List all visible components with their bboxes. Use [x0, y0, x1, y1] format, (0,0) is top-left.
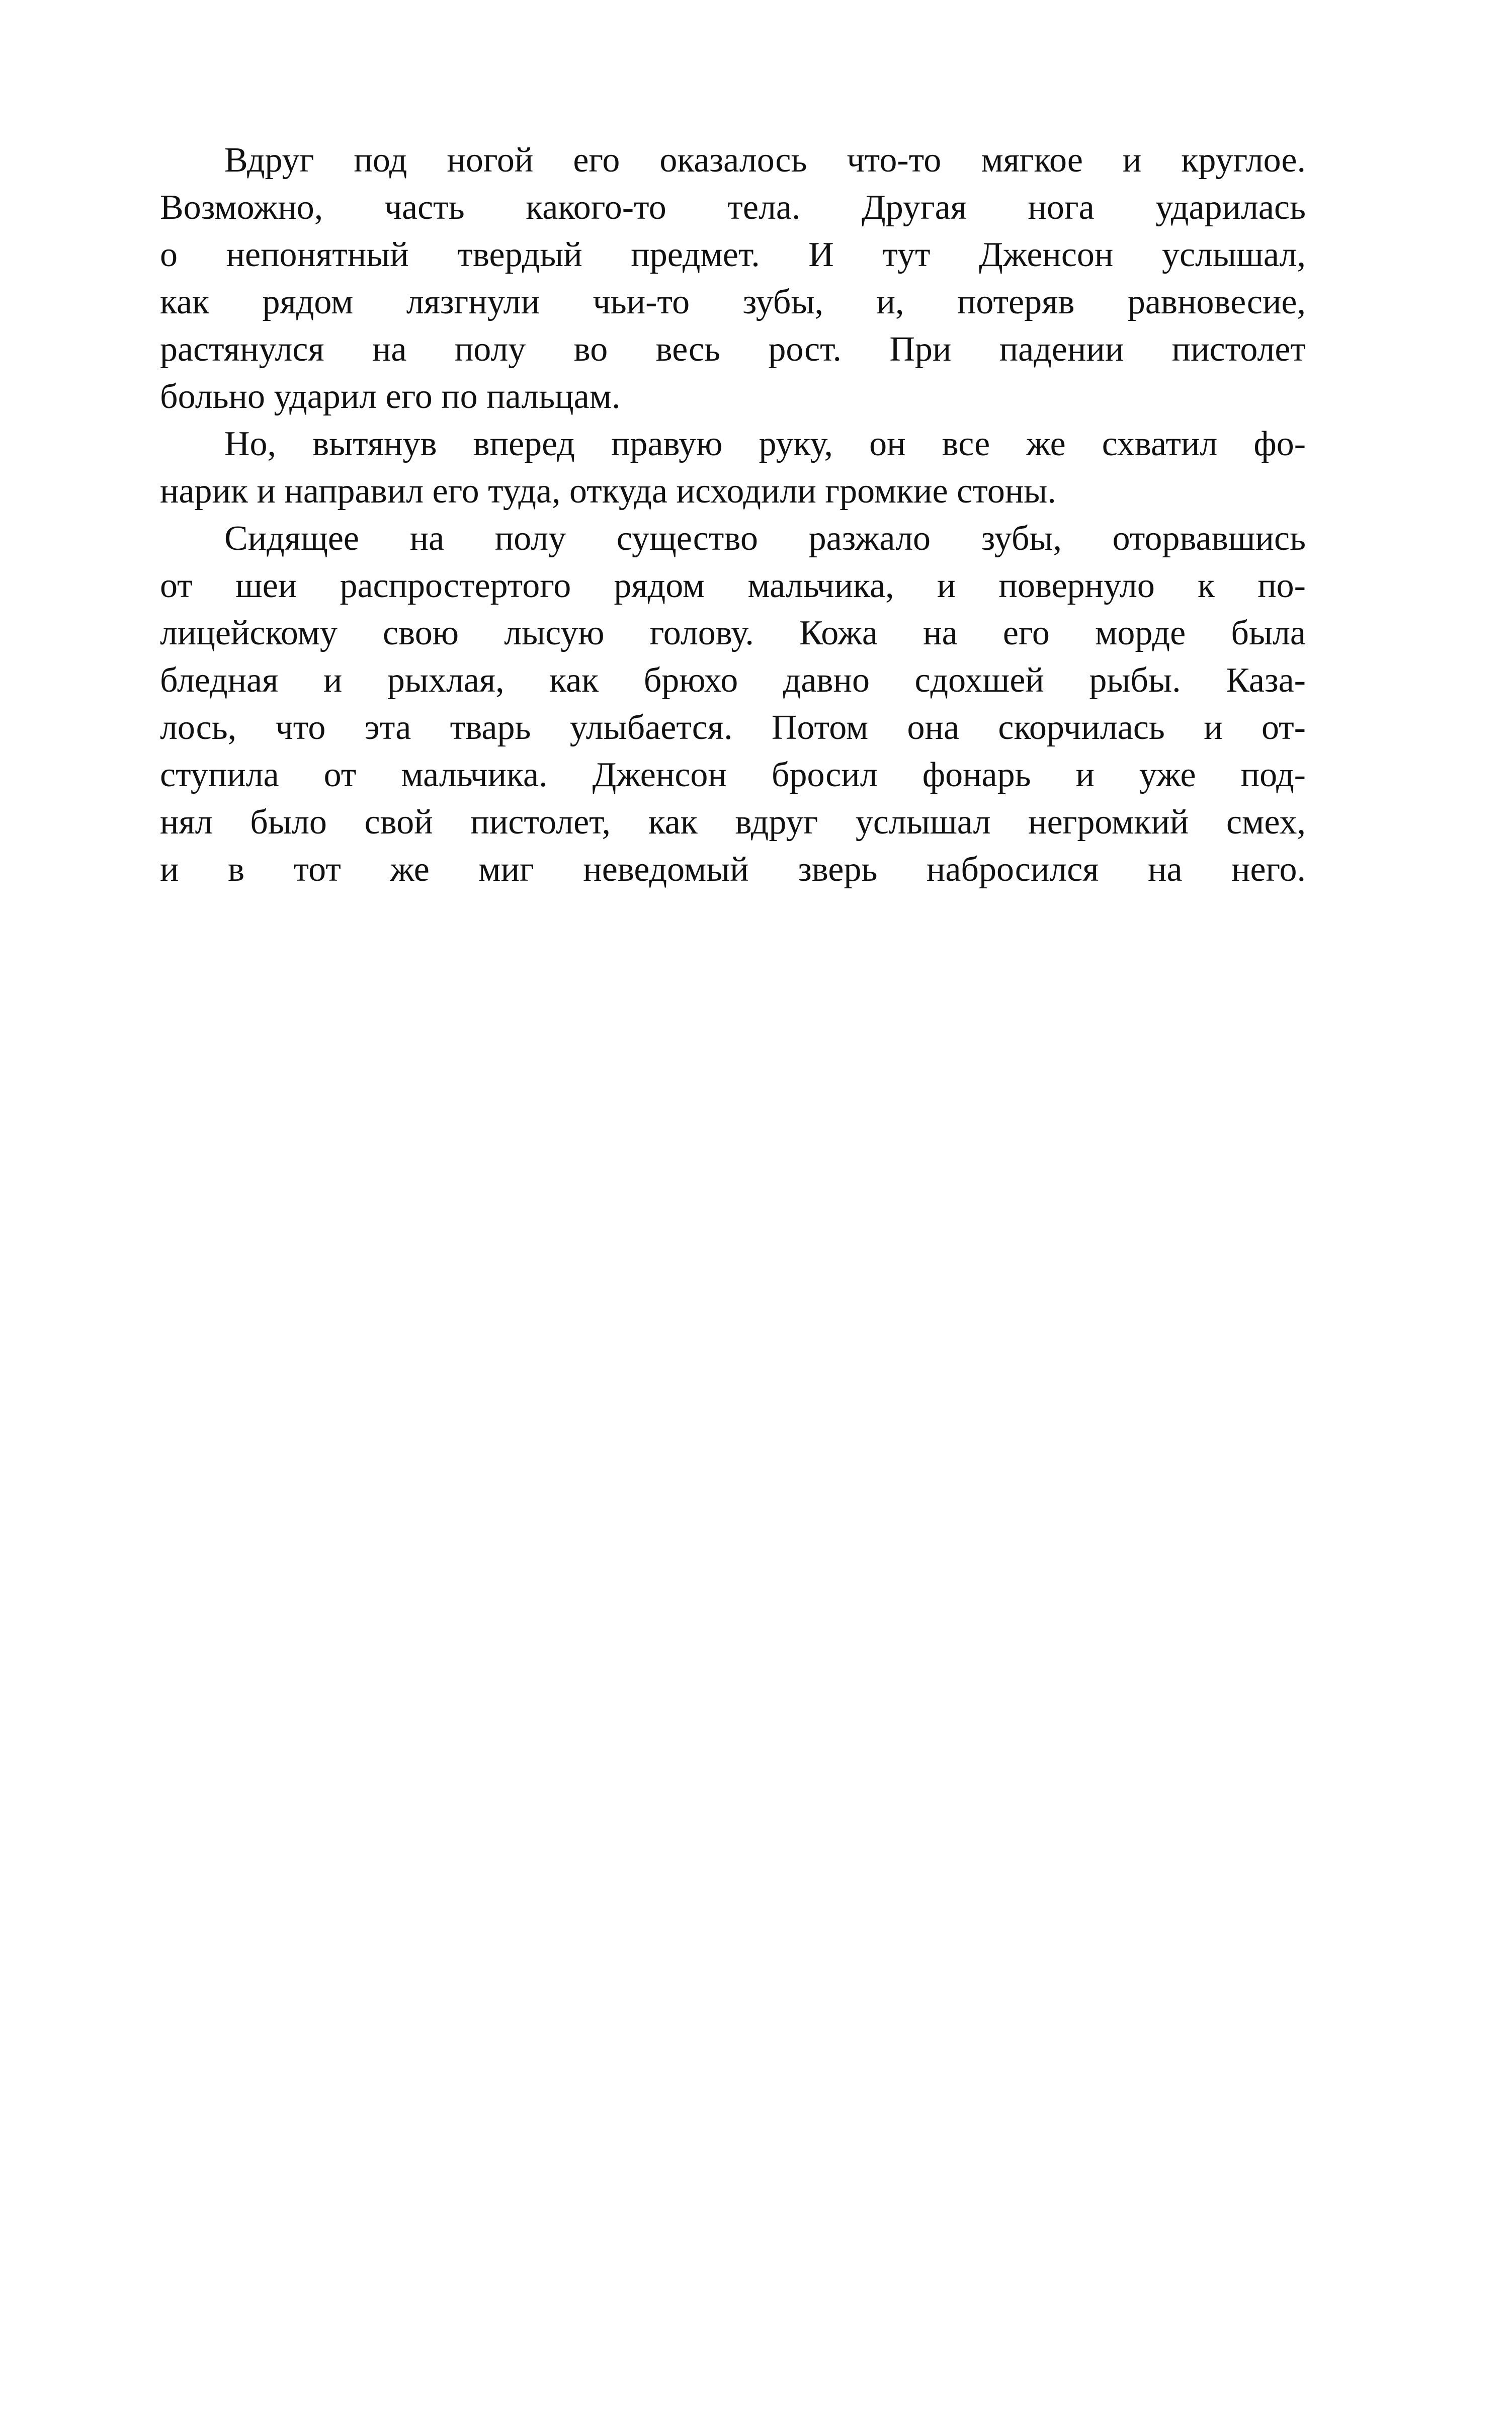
body-text — [160, 137, 1306, 893]
text-line: как рядом лязгнули чьи-то зубы, и, потеряв равновесие, — [160, 283, 1306, 321]
text-line: больно ударил его по пальцам. — [160, 377, 621, 416]
text-line: Но, вытянув вперед правую руку, он все же схватил фо- — [224, 425, 1306, 463]
text-line: лицейскому свою лысую голову. Кожа на его морде была — [160, 614, 1306, 652]
text-line: Сидящее на полу существо разжало зубы, оторвавшись — [224, 519, 1306, 558]
text-line: растянулся на полу во весь рост. При падении пистолет — [160, 330, 1306, 369]
text-line: Возможно, часть какого-то тела. Другая нога ударилась — [160, 188, 1306, 227]
paragraph-2 — [160, 421, 1306, 515]
text-line: от шеи распростертого рядом мальчика, и повернуло к по- — [160, 566, 1306, 605]
paragraph-3 — [160, 515, 1306, 893]
text-line: нарик и направил его туда, откуда исходили громкие стоны. — [160, 472, 1056, 511]
text-line: ступила от мальчика. Дженсон бросил фонарь и уже под- — [160, 756, 1306, 794]
text-line: о непонятный твердый предмет. И тут Дженсон услышал, — [160, 235, 1306, 274]
paragraph-1 — [160, 137, 1306, 421]
text-line: нял было свой пистолет, как вдруг услышал негромкий смех, — [160, 803, 1306, 842]
text-line: бледная и рыхлая, как брюхо давно сдохшей рыбы. Каза- — [160, 661, 1306, 700]
text-line: Вдруг под ногой его оказалось что-то мягкое и круглое. — [224, 141, 1306, 180]
text-line: лось, что эта тварь улыбается. Потом она скорчилась и от- — [160, 708, 1306, 747]
text-line: и в тот же миг неведомый зверь набросился на него. — [160, 850, 1306, 889]
